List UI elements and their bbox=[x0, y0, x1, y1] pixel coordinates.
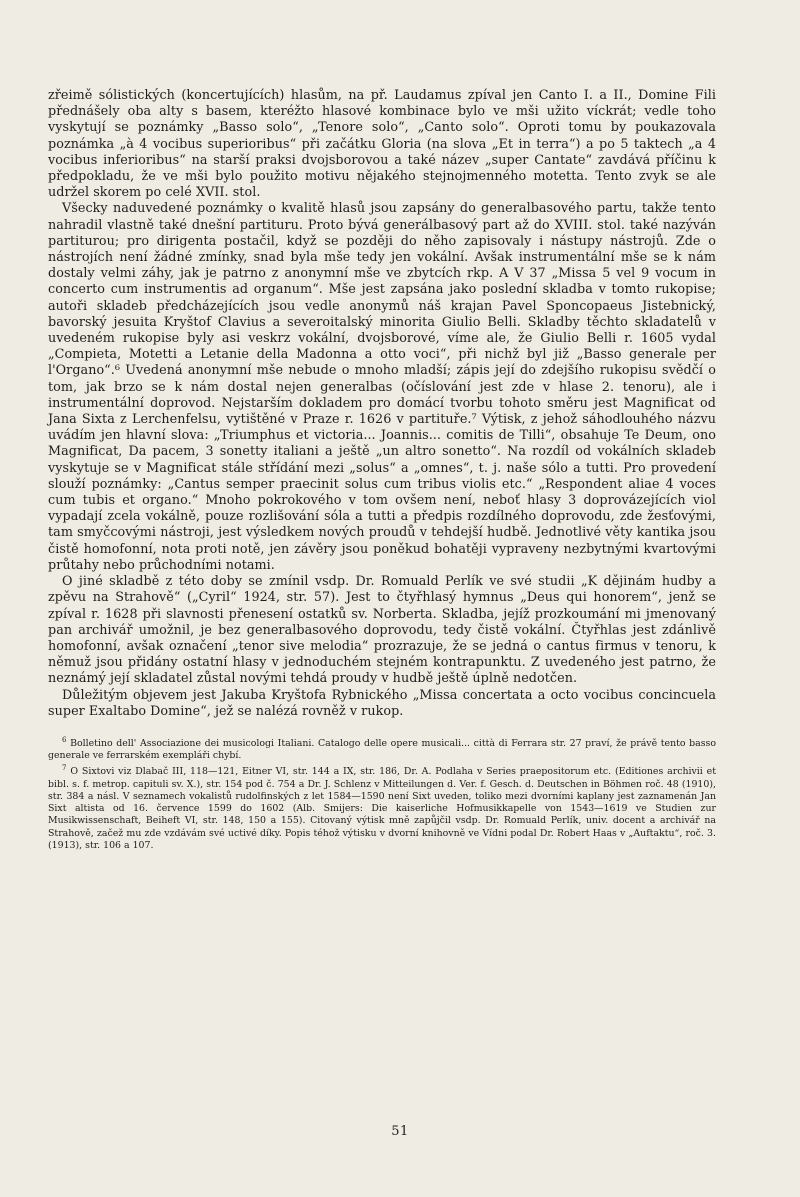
footnotes bbox=[48, 734, 716, 852]
paragraph-1: zřeimě sólistických (koncertujících) hlasům, na př. Laudamus zpíval jen Canto I. a II., Domine Fili přednášely oba alty s basem, kteréžto hlasové kombinace bylo ve mši užito víckrát; vedle toho vyskytují se poznámky „Basso solo“, „Tenore solo“, „Canto solo“. Oproti tomu by poukazovala poznámka „à 4 vocibus superioribus“ při začátku Gloria (na slova „Et in terra“) a po 5 taktech „a 4 vocibus inferioribus“ na starší praksi dvojsborovou a také název „super Cantate“ zavdává příčinu k předpokladu, že ve mši bylo použito motivu nějakého stejnojmenného motetta. Tento zvyk se ale udržel skorem po celé XVII. stol. bbox=[48, 88, 716, 201]
footnote-6 bbox=[48, 734, 716, 763]
paragraph-3: O jiné skladbě z této doby se zmínil vsdp. Dr. Romuald Perlík ve své studii „K dějinám hudby a zpěvu na Strahově“ („Cyril“ 1924, str. 57). Jest to čtyřhlasý hymnus „Deus qui honorem“, jenž se zpíval r. 1628 při slavnosti přenesení ostatků sv. Norberta. Skladba, jejíž prozkoumání mi jmenovaný pan archivář umožnil, je bez generalbasového doprovodu, tedy čistě vokální. Čtyřhlas jest zdánlivě homofonní, avšak označení „tenor sive melodia“ prozrazuje, že se jedná o cantus firmus v tenoru, k němuž jsou přidány ostatní hlasy v jednoduchém stejném kontrapunktu. Z uvedeného jest patrno, že neznámý její skladatel zůstal novými tehdá proudy v hudbě ještě úplně nedotčen. bbox=[48, 574, 716, 687]
body-text bbox=[48, 88, 716, 720]
footnote-text: Bolletino dell' Associazione dei musicologi Italiani. Catalogo delle opere musicali... città di Ferrara str. 27 praví, že právě tento basso generale ve ferrarském exempláři chybí. bbox=[48, 738, 716, 762]
footnote-marker: 6 bbox=[62, 735, 67, 744]
footnote-text: O Sixtovi viz Dlabač III, 118—121, Eitner VI, str. 144 a IX, str. 186, Dr. A. Podlaha v Series praepositorum etc. (Editiones archivii et bibl. s. f. metrop. capituli sv. X.), str. 154 pod č. 754 a Dr. J. Schlenz v Mitteilungen d. Ver. f. Gesch. d. Deutschen in Böhmen roč. 48 (1910), str. 384 a násl. V seznamech vokalistů rudolfinských z let 1584—1590 není Sixt uveden, toliko mezi dvorními kaplany jest zaznamenán Jan Sixt altista od 16. července 1599 do 1602 (Alb. Smijers: Die kaiserliche Hofmusikkapelle von 1543—1619 ve Studien zur Musikwissenschaft, Beiheft VI, str. 148, 150 a 155). Citovaný výtisk mně zapůjčil vsdp. Dr. Romuald Perlík, univ. docent a archivář na Strahově, začež mu zde vzdávám své uctivé díky. Popis téhož výtisku v dvorní knihovně ve Vídni podal Dr. Robert Haas v „Auftaktu“, roč. 3. (1913), str. 106 a 107. bbox=[48, 766, 716, 851]
paragraph-4: Důležitým objevem jest Jakuba Kryštofa Rybnického „Missa concertata a octo vocibus concincuela super Exaltabo Domine“, jež se nalézá rovněž v rukop. bbox=[48, 687, 716, 719]
paragraph-2: Všecky naduvedené poznámky o kvalitě hlasů jsou zapsány do generalbasového partu, takže tento nahradil vlastně také dnešní partituru. Proto bývá generálbasový part až do XVIII. stol. také nazýván partiturou; pro dirigenta postačil, když se později do něho zapisovaly i nástupy nástrojů. Zde o nástrojích není žádné zmínky, snad byla mše tedy jen vokální. Avšak instrumentální mše se k nám dostaly velmi záhy, jak je patrno z anonymní mše ve zbytcích rkp. A V 37 „Missa 5 vel 9 vocum in concerto cum instrumentis ad organum“. Mše jest zapsána jako poslední skladba v tomto rukopise; autoři skladeb předcházejících jsou vedle anonymů náš krajan Pavel Sponcopaeus Jistebnický, bavorský jesuita Kryštof Clavius a severoitalský minorita Giulio Belli. Skladby těchto skladatelů v uvedeném rukopise byly asi veskrz vokální, dvojsborové, víme ale, že Giulio Belli r. 1605 vydal „Compieta, Motetti a Letanie della Madonna a otto voci“, při nichž byl již „Basso generale per l'Organo“.⁶ Uvedená anonymní mše nebude o mnoho mladší; zápis její do zdejšího rukopisu svědčí o tom, jak brzo se k nám dostal nejen generalbas (očíslování jest zde v hlase 2. tenoru), ale i instrumentální doprovod. Nejstarším dokladem pro domácí tvorbu tohoto směru jest Magnificat od Jana Sixta z Lerchenfelsu, vytištěné v Praze r. 1626 v partituře.⁷ Výtisk, z jehož sáhodlouhého názvu uvádím jen hlavní slova: „Triumphus et victoria... Joannis... comitis de Tilli“, obsahuje Te Deum, ono Magnificat, Da pacem, 3 sonetty italiani a ještě „un altro sonetto“. Na rozdíl od vokálních skladeb vyskytuje se v Magnificat stále střídání mezi „solus“ a „omnes“, t. j. naše sólo a tutti. Pro provedení slouží poznámky: „Cantus semper praecinit solus cum tribus violis etc.“ „Respondent aliae 4 voces cum tubis et organo.“ Mnoho pokrokového v tom ovšem není, neboť hlasy 3 doprovázejících viol vypadají zcela vokálně, pouze rozlišování sóla a tutti a předpis rozdílného doprovodu, zde žesťovými, tam smyčcovými nástroji, jest výsledkem nových proudů v tehdejší hudbě. Jednotlivé věty kantika jsou čistě homofonní, nota proti notě, jen závěry jsou poněkud bohatěji vypraveny nezbytnými kvartovými průtahy nebo průchodními notami. bbox=[48, 201, 716, 573]
page-number: 51 bbox=[391, 1124, 409, 1139]
footnote-7 bbox=[48, 762, 716, 852]
footnote-marker: 7 bbox=[62, 764, 67, 773]
